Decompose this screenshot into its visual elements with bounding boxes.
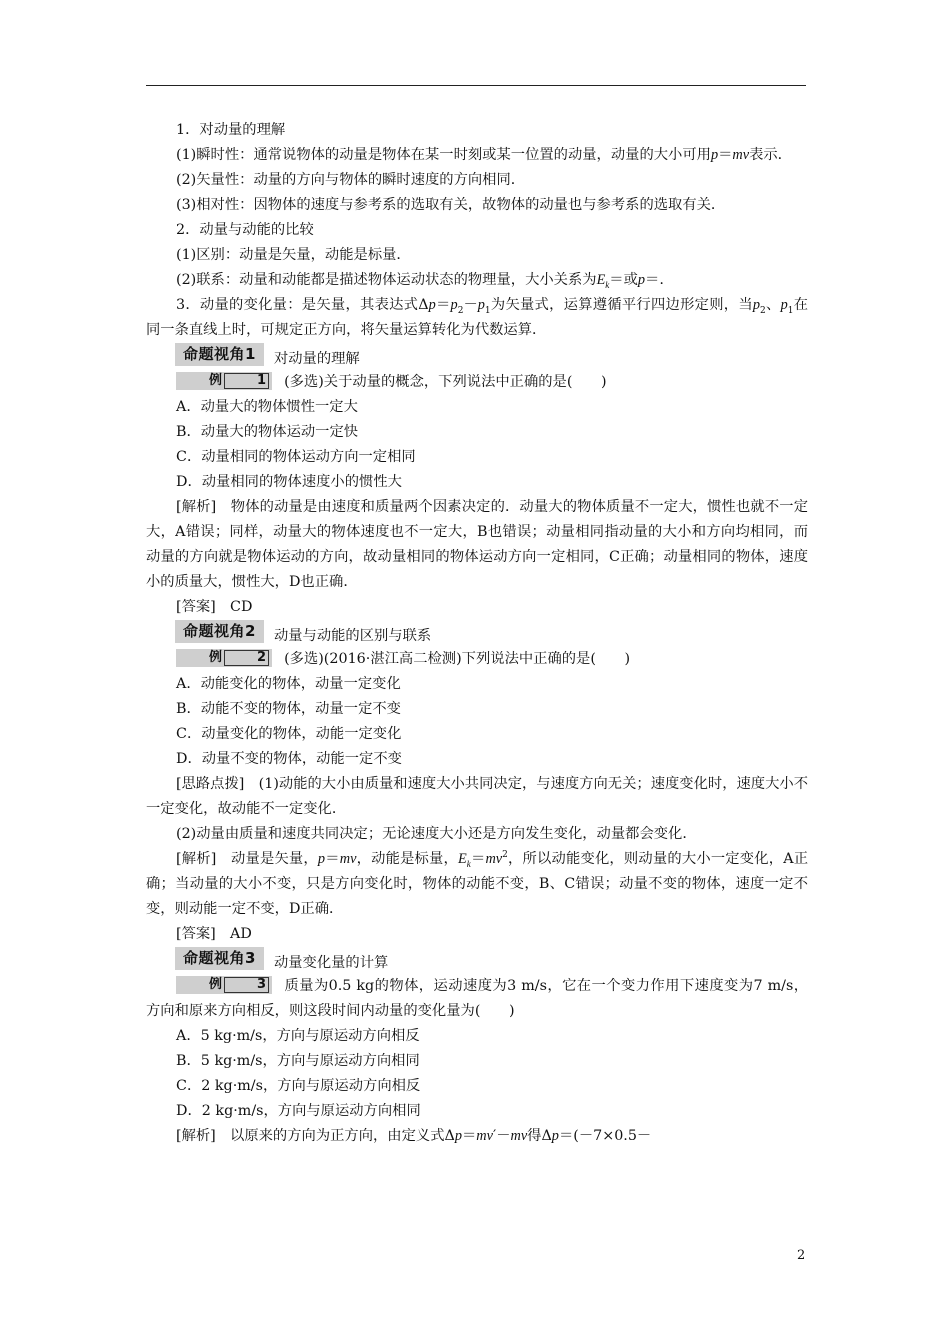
example-1-analysis: [解析] 物体的动量是由速度和质量两个因素决定的．动量大的物体质量不一定大，惯性也就不一定大，A错误；同样，动量大的物体速度也不一定大，B也错误；动量相同指动量的大小和方向均相同，而动量的方向就是物体运动的方向，故动量相同的物体运动方向一定相同，C正确；动量相同的物体，速度小的质量大，惯性大，D也正确． bbox=[146, 499, 808, 590]
para-relation: (2)联系：动量和动能都是描述物体运动状态的物理量，大小关系为$E_k=$或p＝. bbox=[176, 272, 664, 290]
example-3-analysis: [解析] 以原来的方向为正方向，由定义式Δp＝mv′－mv得Δp＝(－7×0.5－ bbox=[176, 1128, 652, 1144]
option-c: C．2 kg·m/s，方向与原运动方向相反 bbox=[176, 1078, 421, 1094]
example-badge: 例 1 bbox=[176, 372, 272, 390]
para-change: 3．动量的变化量：是矢量，其表达式$\Delta p=p_2-p_1$为矢量式，运算遵循平行四边形定则，当$p_2$、$p_1$在同一条直线上时，可规定正方向，将矢量运算转化为代数运算． bbox=[146, 297, 809, 338]
heading-1: 1．对动量的理解 bbox=[176, 122, 286, 138]
example-3-question: 例 3 质量为0.5 kg的物体，运动速度为3 m/s，它在一个变力作用下速度变为7 m/s，方向和原来方向相反，则这段时间内动量的变化量为( ) bbox=[146, 977, 808, 1019]
section-badge: 命题视角2 bbox=[175, 620, 264, 643]
para-difference: (1)区别：动量是矢量，动能是标量． bbox=[176, 247, 411, 263]
option-a: A．动量大的物体惯性一定大 bbox=[176, 399, 358, 415]
option-d: D．动量相同的物体速度小的惯性大 bbox=[176, 474, 402, 490]
para-instantaneous: (1)瞬时性：通常说物体的动量是物体在某一时刻或某一位置的动量，动量的大小可用p＝mv表示． bbox=[176, 147, 792, 163]
option-b: B．动量大的物体运动一定快 bbox=[176, 424, 359, 440]
section-title: 动量与动能的区别与联系 bbox=[273, 628, 432, 644]
header-rule bbox=[146, 85, 806, 86]
option-a: A．5 kg·m/s，方向与原运动方向相反 bbox=[176, 1028, 420, 1044]
example-badge: 例 3 bbox=[176, 976, 272, 994]
example-2-hint: [思路点拨] (1)动能的大小由质量和速度大小共同决定，与速度方向无关；速度变化时，速度大小不一定变化，故动能不一定变化． bbox=[146, 776, 808, 817]
example-2-analysis: [解析] 动量是矢量，p＝mv，动能是标量，$E_k=mv^2$，所以动能变化，则动量的大小一定变化，A正确；当动量的大小不变，只是方向变化时，物体的动能不变，B、C错误；动量不变的物体，速度一定不变，则动能一定不变，D正确． bbox=[146, 850, 809, 917]
option-c: C．动量相同的物体运动方向一定相同 bbox=[176, 449, 416, 465]
para-relative: (3)相对性：因物体的速度与参考系的选取有关，故物体的动量也与参考系的选取有关． bbox=[176, 197, 726, 213]
example-badge: 例 2 bbox=[176, 649, 272, 667]
section-badge: 命题视角3 bbox=[175, 947, 264, 970]
section-header-2 bbox=[175, 622, 808, 647]
section-header-1 bbox=[175, 345, 808, 370]
option-a: A．动能变化的物体，动量一定变化 bbox=[176, 676, 401, 692]
section-title: 动量变化量的计算 bbox=[273, 955, 389, 971]
option-b: B．动能不变的物体，动量一定不变 bbox=[176, 701, 401, 717]
example-1-answer: [答案] CD bbox=[176, 599, 253, 615]
page-number: 2 bbox=[797, 1248, 806, 1263]
example-2-answer: [答案] AD bbox=[176, 926, 252, 942]
page-body bbox=[146, 118, 808, 1149]
section-title: 对动量的理解 bbox=[273, 351, 360, 367]
example-1-question: 例 1 (多选)关于动量的概念，下列说法中正确的是( ) bbox=[146, 370, 808, 395]
para-vector: (2)矢量性：动量的方向与物体的瞬时速度的方向相同． bbox=[176, 172, 526, 188]
option-b: B．5 kg·m/s，方向与原运动方向相同 bbox=[176, 1053, 420, 1069]
option-d: D．2 kg·m/s，方向与原运动方向相同 bbox=[176, 1103, 421, 1119]
option-c: C．动量变化的物体，动能一定变化 bbox=[176, 726, 402, 742]
section-header-3 bbox=[175, 949, 808, 974]
option-d: D．动量不变的物体，动能一定不变 bbox=[176, 751, 402, 767]
heading-2: 2．动量与动能的比较 bbox=[176, 222, 314, 238]
example-2-question: 例 2 (多选)(2016·湛江高二检测)下列说法中正确的是( ) bbox=[146, 647, 808, 672]
example-2-hint-2: (2)动量由质量和速度共同决定；无论速度大小还是方向发生变化，动量都会变化． bbox=[176, 826, 697, 842]
section-badge: 命题视角1 bbox=[175, 343, 264, 366]
